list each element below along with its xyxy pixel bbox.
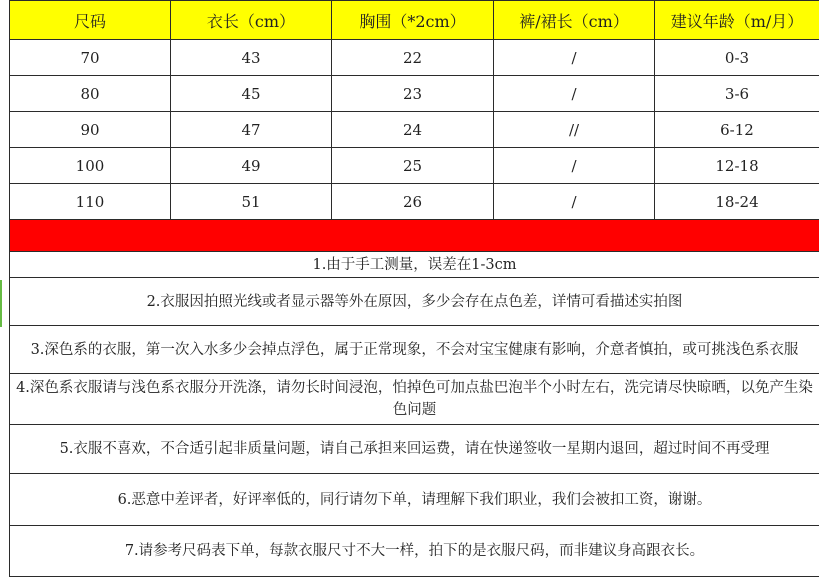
header-age: 建议年龄（m/月） [655, 1, 819, 40]
pants-length-cell: / [494, 40, 655, 76]
note-5: 5.衣服不喜欢，不合适引起非质量问题，请自己承担来回运费，请在快递签收一星期内退回，超过时间不再受理 [10, 425, 819, 474]
age-cell: 18-24 [655, 184, 819, 220]
header-pants-length: 裤/裙长（cm） [494, 1, 655, 40]
pants-length-cell: / [494, 76, 655, 112]
age-cell: 6-12 [655, 112, 819, 148]
note-row [10, 278, 819, 326]
note-row [10, 252, 819, 278]
chest-cell: 25 [332, 148, 494, 184]
pants-length-cell: // [494, 112, 655, 148]
age-cell: 3-6 [655, 76, 819, 112]
table-row [10, 184, 819, 220]
length-cell: 45 [171, 76, 332, 112]
chest-cell: 22 [332, 40, 494, 76]
table-row [10, 112, 819, 148]
note-7: 7.请参考尺码表下单，每款衣服尺寸不大一样，拍下的是衣服尺码，而非建议身高跟衣长。 [10, 526, 819, 577]
age-cell: 0-3 [655, 40, 819, 76]
pants-length-cell: / [494, 148, 655, 184]
size-cell: 90 [10, 112, 171, 148]
header-row [10, 1, 819, 40]
header-length: 衣长（cm） [171, 1, 332, 40]
size-cell: 70 [10, 40, 171, 76]
length-cell: 49 [171, 148, 332, 184]
table-row [10, 148, 819, 184]
note-6: 6.恶意中差评者，好评率低的，同行请勿下单，请理解下我们职业，我们会被扣工资，谢谢。 [10, 474, 819, 526]
note-row [10, 526, 819, 577]
age-cell: 12-18 [655, 148, 819, 184]
note-row [10, 374, 819, 425]
note-2: 2.衣服因拍照光线或者显示器等外在原因，多少会存在点色差，详情可看描述实拍图 [10, 278, 819, 326]
size-chart-table [9, 0, 819, 577]
note-row [10, 326, 819, 374]
length-cell: 47 [171, 112, 332, 148]
chest-cell: 24 [332, 112, 494, 148]
header-size: 尺码 [10, 1, 171, 40]
size-cell: 100 [10, 148, 171, 184]
pants-length-cell: / [494, 184, 655, 220]
note-1: 1.由于手工测量，误差在1-3cm [10, 252, 819, 278]
length-cell: 51 [171, 184, 332, 220]
header-chest: 胸围（*2cm） [332, 1, 494, 40]
red-divider-row [10, 220, 819, 252]
table-row [10, 40, 819, 76]
chest-cell: 26 [332, 184, 494, 220]
red-divider-bar [10, 220, 819, 252]
chest-cell: 23 [332, 76, 494, 112]
size-chart-sheet [9, 0, 819, 583]
size-cell: 110 [10, 184, 171, 220]
length-cell: 43 [171, 40, 332, 76]
size-cell: 80 [10, 76, 171, 112]
note-row [10, 474, 819, 526]
cell-selection-edge [0, 280, 2, 327]
note-row [10, 425, 819, 474]
note-3: 3.深色系的衣服，第一次入水多少会掉点浮色，属于正常现象，不会对宝宝健康有影响，介意者慎拍，或可挑浅色系衣服 [10, 326, 819, 374]
note-4: 4.深色系衣服请与浅色系衣服分开洗涤，请勿长时间浸泡，怕掉色可加点盐巴泡半个小时左右，洗完请尽快晾晒，以免产生染色问题 [10, 374, 819, 425]
table-row [10, 76, 819, 112]
